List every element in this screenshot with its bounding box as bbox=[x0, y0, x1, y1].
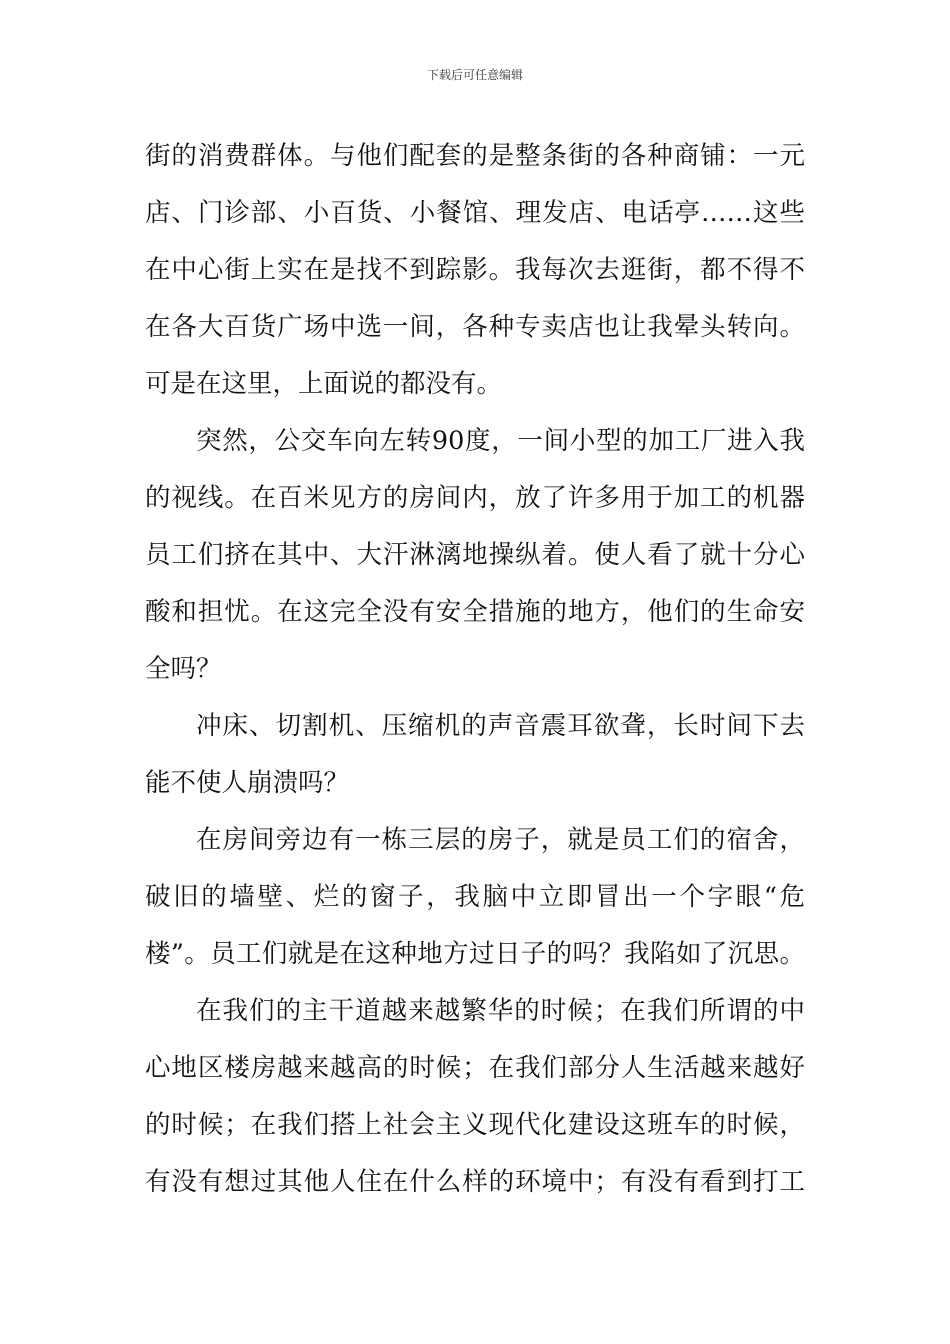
text-line: 酸和担忧。在这完全没有安全措施的地方，他们的生命安 bbox=[145, 597, 805, 627]
paragraph bbox=[145, 812, 805, 983]
text-line: 突然，公交车向左转90度，一间小型的加工厂进入我 bbox=[196, 426, 805, 456]
paragraph bbox=[145, 413, 805, 698]
text-line: 全吗？ bbox=[145, 654, 222, 684]
paragraph bbox=[145, 983, 805, 1211]
text-line: 员工们挤在其中、大汗淋漓地操纵着。使人看了就十分心 bbox=[145, 540, 805, 570]
text-line: 心地区楼房越来越高的时候；在我们部分人生活越来越好 bbox=[145, 1053, 805, 1083]
paragraph bbox=[145, 698, 805, 812]
text-line: 街的消费群体。与他们配套的是整条街的各种商铺：一元 bbox=[145, 141, 805, 171]
document-body bbox=[145, 128, 805, 1211]
paragraph bbox=[145, 128, 805, 413]
text-line: 的时候；在我们搭上社会主义现代化建设这班车的时候， bbox=[145, 1110, 805, 1140]
text-line: 店、门诊部、小百货、小餐馆、理发店、电话亭……这些 bbox=[145, 198, 805, 228]
page-header: 下载后可任意编辑 bbox=[426, 68, 523, 82]
text-line: 的视线。在百米见方的房间内，放了许多用于加工的机器 bbox=[145, 483, 805, 513]
text-line: 有没有想过其他人住在什么样的环境中；有没有看到打工 bbox=[145, 1167, 805, 1197]
text-line: 在各大百货广场中选一间，各种专卖店也让我晕头转向。 bbox=[145, 312, 805, 342]
text-line: 可是在这里，上面说的都没有。 bbox=[145, 369, 503, 399]
text-line: 在中心街上实在是找不到踪影。我每次去逛街，都不得不 bbox=[145, 255, 805, 285]
text-line: 在我们的主干道越来越繁华的时候；在我们所谓的中 bbox=[196, 996, 805, 1026]
text-line: 在房间旁边有一栋三层的房子，就是员工们的宿舍， bbox=[196, 825, 805, 855]
text-line: 能不使人崩溃吗？ bbox=[145, 768, 350, 798]
text-line: 冲床、切割机、压缩机的声音震耳欲聋，长时间下去 bbox=[196, 711, 805, 741]
text-line: 楼”。员工们就是在这种地方过日子的吗？我陷如了沉思。 bbox=[145, 939, 805, 969]
text-line: 破旧的墙壁、烂的窗子，我脑中立即冒出一个字眼“危 bbox=[145, 882, 805, 912]
